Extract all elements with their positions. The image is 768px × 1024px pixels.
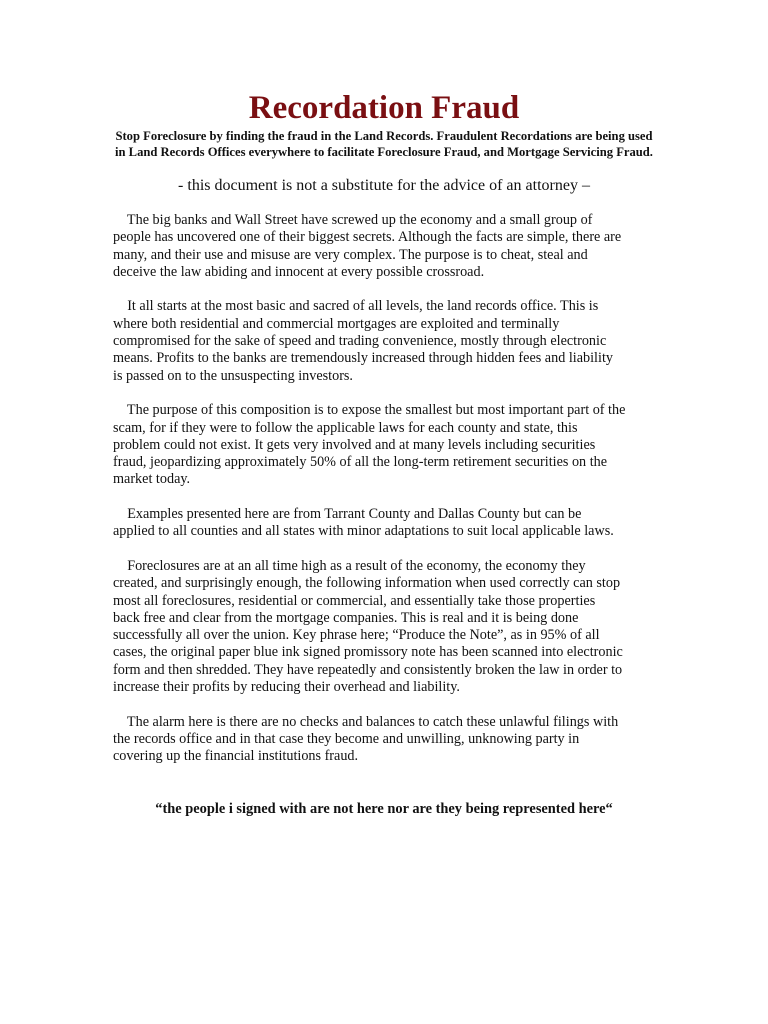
text-line: created, and surprisingly enough, the following information when used correctly can stop xyxy=(113,575,621,592)
paragraph xyxy=(113,212,673,281)
paragraph xyxy=(113,714,673,766)
document-title: Recordation Fraud xyxy=(248,90,520,126)
text-line: Foreclosures are at an all time high as a result of the economy, the economy they xyxy=(113,557,586,574)
paragraph xyxy=(113,298,673,384)
text-line: It all starts at the most basic and sacred of all levels, the land records office. This is xyxy=(113,298,599,315)
text-line: cases, the original paper blue ink signed promissory note has been scanned into electronic xyxy=(113,644,623,661)
text-line: form and then shredded. They have repeatedly and consistently broken the law in order to xyxy=(113,661,623,678)
text-line: scam, for if they were to follow the applicable laws for each county and state, this xyxy=(113,419,578,436)
text-line: is passed on to the unsuspecting investors. xyxy=(113,367,353,384)
text-line: covering up the financial institutions fraud. xyxy=(113,748,359,765)
text-line: where both residential and commercial mortgages are exploited and terminally xyxy=(113,315,560,332)
paragraph xyxy=(113,558,673,696)
closing-quote: “the people i signed with are not here nor are they being represented here“ xyxy=(155,801,613,817)
text-line: deceive the law abiding and innocent at every possible crossroad. xyxy=(113,263,485,280)
text-line: compromised for the sake of speed and trading convenience, mostly through electronic xyxy=(113,333,607,350)
text-line: problem could not exist. It gets very involved and at many levels including securities xyxy=(113,436,596,453)
text-line: market today. xyxy=(113,471,191,488)
text-line: The purpose of this composition is to expose the smallest but most important part of the xyxy=(113,402,626,419)
subtitle-line: Stop Foreclosure by finding the fraud in the Land Records. Fraudulent Recordations are being used xyxy=(115,129,653,143)
text-line: many, and their use and misuse are very complex. The purpose is to cheat, steal and xyxy=(113,246,588,263)
document-subtitle xyxy=(100,128,668,160)
text-line: The alarm here is there are no checks and balances to catch these unlawful filings with xyxy=(113,713,619,730)
text-line: The big banks and Wall Street have screwed up the economy and a small group of xyxy=(113,212,593,228)
disclaimer: - this document is not a substitute for the advice of an attorney – xyxy=(178,177,590,194)
paragraph xyxy=(113,402,673,488)
text-line: people has uncovered one of their biggest secrets. Although the facts are simple, there are xyxy=(113,229,622,246)
text-line: fraud, jeopardizing approximately 50% of all the long-term retirement securities on the xyxy=(113,454,608,471)
text-line: increase their profits by reducing their overhead and liability. xyxy=(113,679,460,696)
text-line: most all foreclosures, residential or commercial, and essentially take those properties xyxy=(113,592,596,609)
body-text xyxy=(113,212,673,783)
text-line: Examples presented here are from Tarrant County and Dallas County but can be xyxy=(113,506,582,523)
text-line: the records office and in that case they become and unwilling, unknowing party in xyxy=(113,730,580,747)
text-line: applied to all counties and all states with minor adaptations to suit local applicable laws. xyxy=(113,523,614,540)
text-line: means. Profits to the banks are tremendously increased through hidden fees and liability xyxy=(113,350,613,367)
text-line: successfully all over the union. Key phrase here; “Produce the Note”, as in 95% of all xyxy=(113,627,600,644)
text-line: back free and clear from the mortgage companies. This is real and it is being done xyxy=(113,609,579,626)
paragraph xyxy=(113,506,673,541)
subtitle-line: in Land Records Offices everywhere to facilitate Foreclosure Fraud, and Mortgage Servicing Fraud. xyxy=(115,145,653,159)
